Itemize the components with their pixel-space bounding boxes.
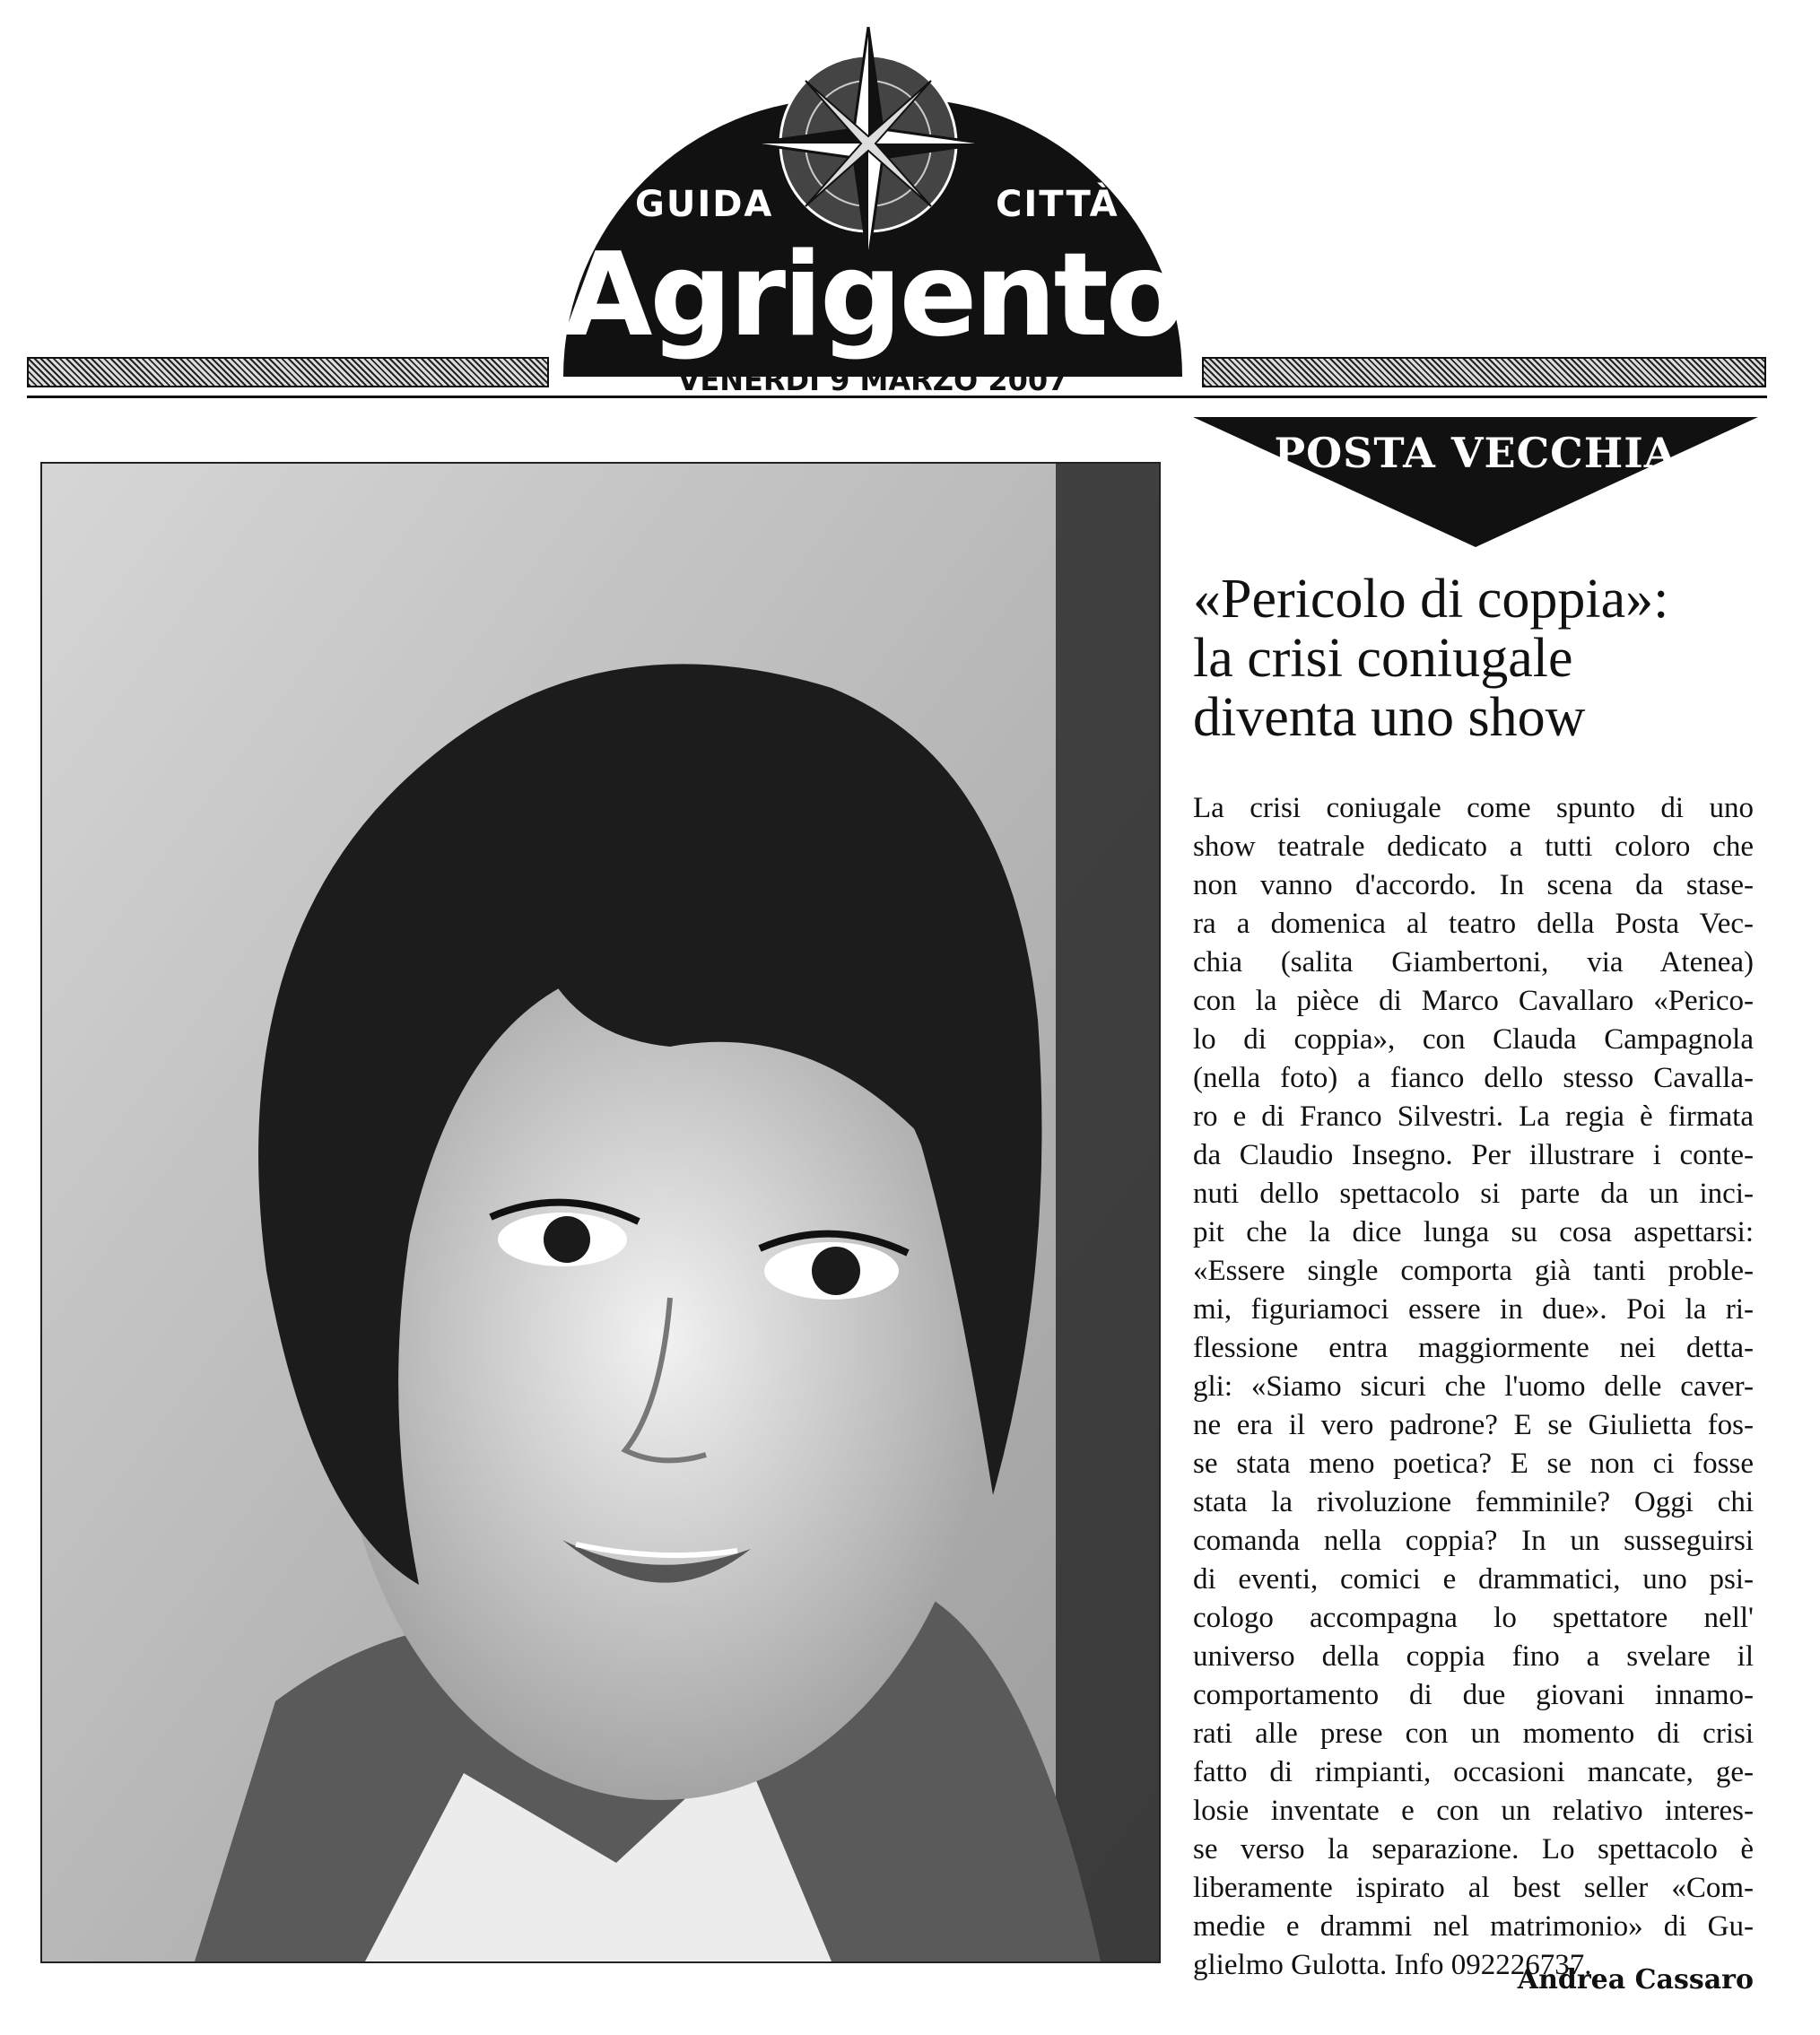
section-banner-label: POSTA VECCHIA <box>1274 429 1677 477</box>
masthead-rule-right <box>1202 357 1766 387</box>
article-photo <box>40 462 1161 1963</box>
body-line: stata la rivoluzione femminile? Oggi chi <box>1193 1486 1754 1518</box>
body-line: fatto di rimpianti, occasioni mancate, ge- <box>1193 1756 1754 1788</box>
masthead-rule-left <box>27 357 549 387</box>
body-line: flessione entra maggiormente nei detta- <box>1193 1332 1754 1364</box>
body-line: non vanno d'accordo. In scena da stase- <box>1193 869 1754 901</box>
body-line: se verso la separazione. Lo spettacolo è <box>1193 1833 1754 1865</box>
body-line: liberamente ispirato al best seller «Com- <box>1193 1872 1754 1904</box>
body-line: La crisi coniugale come spunto di uno <box>1193 792 1754 824</box>
body-line: (nella foto) a fianco dello stesso Cavalla- <box>1193 1062 1754 1094</box>
body-line: mi, figuriamoci essere in due». Poi la ri- <box>1193 1293 1754 1326</box>
body-line: medie e drammi nel matrimonio» di Gu- <box>1193 1910 1754 1943</box>
body-line: rati alle prese con un momento di crisi <box>1193 1718 1754 1750</box>
headline-line: la crisi coniugale <box>1193 628 1573 689</box>
body-line: lo di coppia», con Clauda Campagnola <box>1193 1023 1754 1056</box>
body-line: «Essere single comporta già tanti proble- <box>1193 1255 1754 1287</box>
article-body <box>1193 789 1754 1985</box>
masthead-title: Agrigento <box>563 229 1182 362</box>
body-line: pit che la dice lunga su cosa aspettarsi: <box>1193 1216 1754 1248</box>
article-byline: Andrea Cassaro <box>1517 1964 1754 1996</box>
headline-line: «Pericolo di coppia»: <box>1193 569 1669 630</box>
issue-date: VENERDÌ 9 MARZO 2007 <box>677 363 1068 397</box>
portrait-illustration <box>42 464 1159 1961</box>
body-line: universo della coppia fino a svelare il <box>1193 1640 1754 1673</box>
body-line: nuti dello spettacolo si parte da un inci- <box>1193 1178 1754 1210</box>
body-line: ra a domenica al teatro della Posta Vec- <box>1193 908 1754 940</box>
body-line: con la pièce di Marco Cavallaro «Perico- <box>1193 985 1754 1017</box>
body-line: gli: «Siamo sicuri che l'uomo delle caver- <box>1193 1370 1754 1403</box>
body-line: glielmo Gulotta. Info 092226737. <box>1193 1949 1592 1981</box>
body-line: ro e di Franco Silvestri. La regia è firmata <box>1193 1100 1754 1133</box>
compass-rose-icon <box>752 27 985 260</box>
body-line: losie inventate e con un relativo interes- <box>1193 1795 1754 1827</box>
body-line: comportamento di due giovani innamo- <box>1193 1679 1754 1711</box>
body-line: se stata meno poetica? E se non ci fosse <box>1193 1448 1754 1480</box>
body-line: show teatrale dedicato a tutti coloro che <box>1193 831 1754 863</box>
headline-line: diventa uno show <box>1193 687 1586 748</box>
masthead-citta: CITTÀ <box>996 184 1119 225</box>
body-line: cologo accompagna lo spettatore nell' <box>1193 1602 1754 1634</box>
article-headline <box>1193 570 1785 747</box>
body-line: chia (salita Giambertoni, via Atenea) <box>1193 946 1754 978</box>
body-line: da Claudio Insegno. Per illustrare i conte- <box>1193 1139 1754 1171</box>
body-line: comanda nella coppia? In un susseguirsi <box>1193 1525 1754 1557</box>
body-line: di eventi, comici e drammatici, uno psi- <box>1193 1563 1754 1596</box>
masthead-guida: GUIDA <box>635 184 774 225</box>
body-line: ne era il vero padrone? E se Giulietta fos- <box>1193 1409 1754 1441</box>
